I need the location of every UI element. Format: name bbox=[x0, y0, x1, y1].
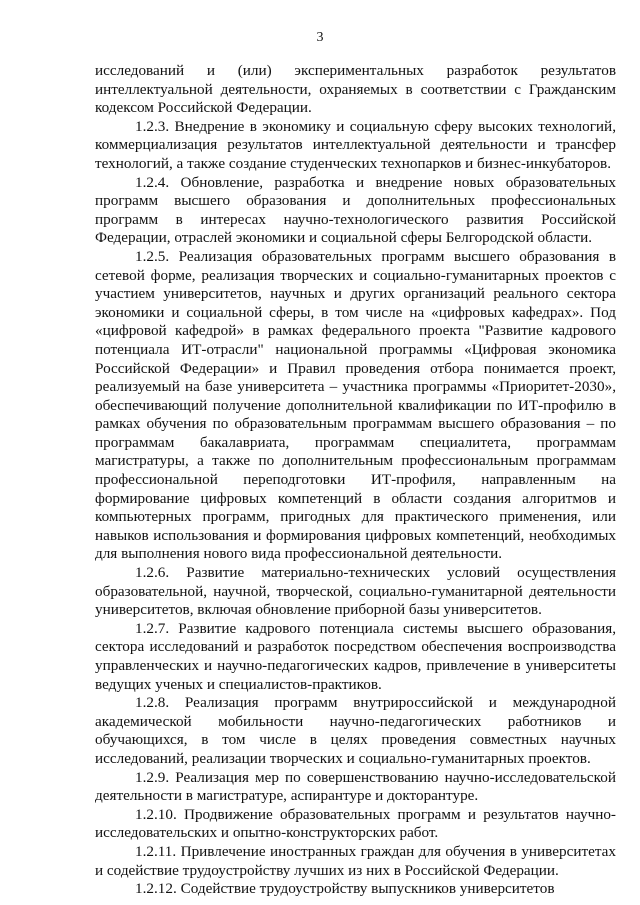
document-body bbox=[95, 62, 616, 899]
paragraph-1-2-10: 1.2.10. Продвижение образовательных программ и результатов научно-исследовательских и опытно-конструкторских работ. bbox=[95, 805, 616, 842]
paragraph-1-2-12: 1.2.12. Содействие трудоустройству выпускников университетов bbox=[135, 880, 555, 898]
paragraph-1-2-11: 1.2.11. Привлечение иностранных граждан для обучения в университетах и содействие трудоустройству лучших из них в Российской Федерации. bbox=[95, 842, 616, 879]
paragraph-continuation: исследований и (или) экспериментальных разработок результатов интеллектуальной деятельности, охраняемых в соответствии с Гражданским кодексом Российской Федерации. bbox=[95, 62, 616, 117]
paragraph-1-2-3: 1.2.3. Внедрение в экономику и социальную сферу высоких технологий, коммерциализация результатов интеллектуальной деятельности и трансфер технологий, а также создание студенческих технопарков и бизнес-инкубаторов. bbox=[95, 117, 616, 172]
paragraph-1-2-5: 1.2.5. Реализация образовательных программ высшего образования в сетевой форме, реализация творческих и социально-гуманитарных проектов с участием университетов, научных и других организаций реального сектора экономики и социальной сферы, в том числе на «цифровых кафедрах». Под «цифровой кафедрой» в рамках федерального проекта "Развитие кадрового потенциала ИТ-отрасли" национальной программы «Цифровая экономика Российской Федерации» и Правил проведения отбора понимается проект, реализуемый на базе университета – участника программы «Приоритет-2030», обеспечивающий получение дополнительной квалификации по ИТ-профилю в рамках обучения по образовательным программам высшего образования – по программам бакалавриата, программам специалитета, программам магистратуры, а также по дополнительным профессиональным программам профессиональной переподготовки ИТ-профиля, направленным на формирование цифровых компетенций в области создания алгоритмов и компьютерных программ, пригодных для практического применения, или навыков использования и формирования цифровых компетенций, необходимых для выполнения нового вида профессиональной деятельности. bbox=[95, 247, 616, 563]
paragraph-1-2-8: 1.2.8. Реализация программ внутрироссийской и международной академической мобильности научно-педагогических работников и обучающихся, в том числе в целях проведения совместных научных исследований, реализации творческих и социально-гуманитарных проектов. bbox=[95, 694, 616, 767]
paragraph-1-2-4: 1.2.4. Обновление, разработка и внедрение новых образовательных программ высшего образования и дополнительных профессиональных программ в интересах научно-технологического развития Российской Федерации, отраслей экономики и социальной сферы Белгородской области. bbox=[95, 173, 616, 247]
page-number: 3 bbox=[316, 30, 324, 45]
paragraph-1-2-6: 1.2.6. Развитие материально-технических условий осуществления образовательной, научной, творческой, социально-гуманитарной деятельности университетов, включая обновление приборной базы университетов. bbox=[95, 564, 616, 619]
paragraph-1-2-9: 1.2.9. Реализация мер по совершенствованию научно-исследовательской деятельности в магистратуре, аспирантуре и докторантуре. bbox=[95, 768, 616, 805]
paragraph-1-2-7: 1.2.7. Развитие кадрового потенциала системы высшего образования, сектора исследований и разработок посредством обеспечения воспроизводства управленческих и научно-педагогических кадров, привлечение в университеты ведущих ученых и специалистов-практиков. bbox=[95, 619, 616, 693]
